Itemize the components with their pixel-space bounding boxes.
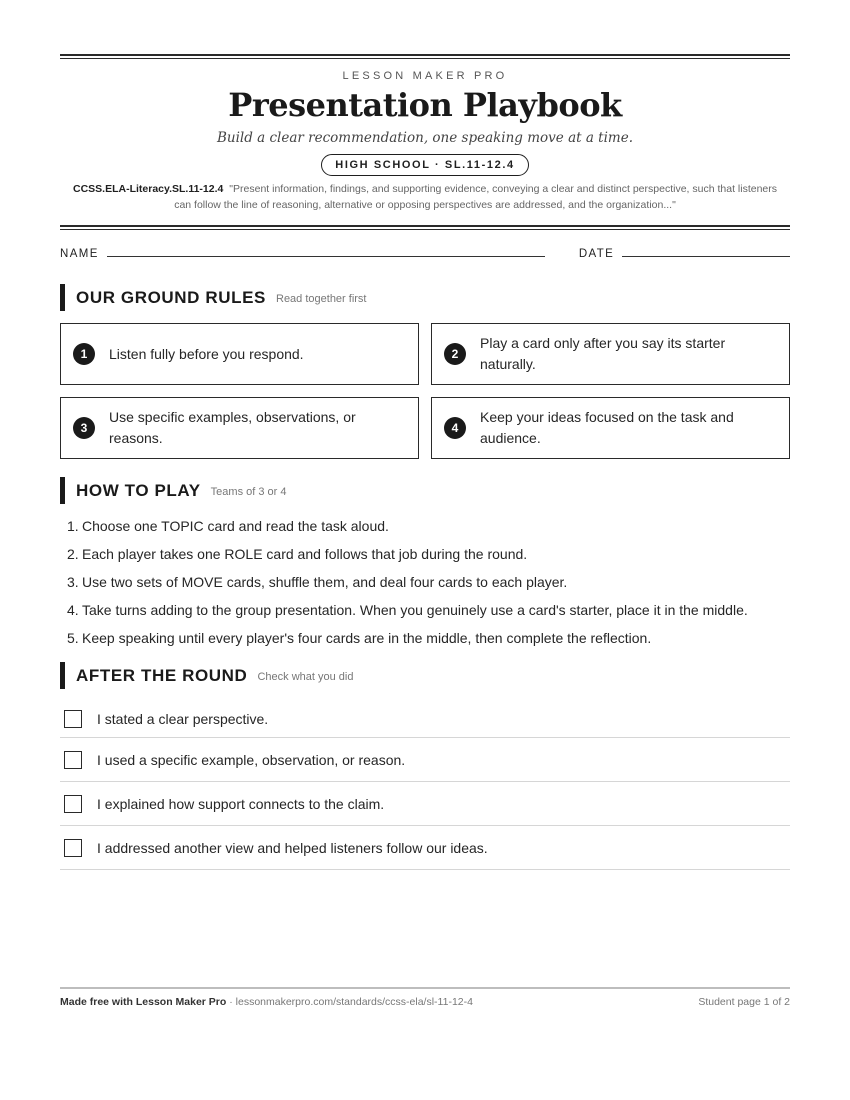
page-number: Student page 1 of 2 xyxy=(698,996,790,1008)
list-item xyxy=(67,628,790,649)
worksheet-page xyxy=(60,54,790,870)
rule-card xyxy=(60,397,419,459)
step-text: Use two sets of MOVE cards, shuffle them, and deal four cards to each player. xyxy=(82,574,568,590)
checkbox[interactable] xyxy=(64,751,82,769)
how-to-play-steps xyxy=(67,516,790,649)
checklist-item xyxy=(60,782,790,826)
step-number: 1. xyxy=(67,518,79,534)
footer-credit xyxy=(60,996,473,1008)
rule-text: Play a card only after you say its starter naturally. xyxy=(480,335,726,372)
rule-text: Use specific examples, observations, or reasons. xyxy=(109,409,356,446)
ground-rules-heading xyxy=(60,284,790,311)
rule-card xyxy=(431,397,790,459)
page-subtitle: Build a clear recommendation, one speaking move at a time. xyxy=(216,130,634,146)
checkbox[interactable] xyxy=(64,839,82,857)
ground-rules-grid xyxy=(60,323,790,459)
number-badge-icon: 3 xyxy=(73,417,95,439)
page-footer xyxy=(60,987,790,1008)
reflection-checklist xyxy=(60,701,790,870)
number-badge-icon: 4 xyxy=(444,417,466,439)
rule-text: Keep your ideas focused on the task and audience. xyxy=(480,409,734,446)
rule-card xyxy=(60,323,419,385)
grade-standard-badge: HIGH SCHOOL · SL.11-12.4 xyxy=(321,154,528,176)
checklist-item xyxy=(60,738,790,782)
list-item xyxy=(67,572,790,593)
step-text: Keep speaking until every player's four cards are in the middle, then complete the reflection. xyxy=(82,630,652,646)
step-text: Take turns adding to the group presentation. When you genuinely use a card's starter, place it in the middle. xyxy=(82,602,748,618)
step-number: 5. xyxy=(67,630,79,646)
ground-rules-title: OUR GROUND RULES xyxy=(76,287,266,307)
checklist-text: I used a specific example, observation, or reason. xyxy=(97,751,406,768)
checklist-text: I stated a clear perspective. xyxy=(97,711,269,727)
step-number: 3. xyxy=(67,574,79,590)
name-field[interactable] xyxy=(107,256,545,257)
brand-name: LESSON MAKER PRO xyxy=(342,70,508,82)
rule-text: Listen fully before you respond. xyxy=(109,345,304,362)
how-to-play-note: Teams of 3 or 4 xyxy=(210,486,287,498)
number-badge-icon: 2 xyxy=(444,343,466,365)
standard-text: "Present information, findings, and supporting evidence, conveying a clear and distinct perspective, such that listeners can follow the line of reasoning, alternative or opposing perspectives are addressed, and the organization..." xyxy=(174,183,777,211)
step-number: 2. xyxy=(67,546,79,562)
standard-description xyxy=(60,181,790,213)
checkbox[interactable] xyxy=(64,795,82,813)
standard-code: CCSS.ELA-Literacy.SL.11-12.4 xyxy=(73,183,224,195)
rule-card xyxy=(431,323,790,385)
step-text: Choose one TOPIC card and read the task aloud. xyxy=(82,518,389,534)
how-to-play-title: HOW TO PLAY xyxy=(76,480,201,500)
step-text: Each player takes one ROLE card and follows that job during the round. xyxy=(82,546,528,562)
name-label: NAME xyxy=(60,248,99,260)
number-badge-icon: 1 xyxy=(73,343,95,365)
ground-rules-note: Read together first xyxy=(276,293,367,305)
header-bottom-rule xyxy=(60,225,790,230)
page-title: Presentation Playbook xyxy=(228,86,622,124)
checklist-text: I addressed another view and helped listeners follow our ideas. xyxy=(97,839,488,856)
list-item xyxy=(67,600,790,621)
date-field[interactable] xyxy=(622,256,790,257)
name-date-row xyxy=(60,248,790,260)
checklist-item xyxy=(60,701,790,738)
footer-made-with: Made free with Lesson Maker Pro xyxy=(60,996,227,1008)
after-round-note: Check what you did xyxy=(257,671,354,683)
top-rule xyxy=(60,54,790,59)
list-item xyxy=(67,544,790,565)
footer-url[interactable]: · lessonmakerpro.com/standards/ccss-ela/sl-11-12-4 xyxy=(229,996,473,1008)
after-round-heading xyxy=(60,662,790,689)
checklist-text: I explained how support connects to the claim. xyxy=(97,795,385,812)
how-to-play-heading xyxy=(60,477,790,504)
checklist-item xyxy=(60,826,790,870)
list-item xyxy=(67,516,790,537)
date-label: DATE xyxy=(578,248,615,260)
checkbox[interactable] xyxy=(64,710,82,728)
after-round-title: AFTER THE ROUND xyxy=(76,665,248,685)
step-number: 4. xyxy=(67,602,79,618)
